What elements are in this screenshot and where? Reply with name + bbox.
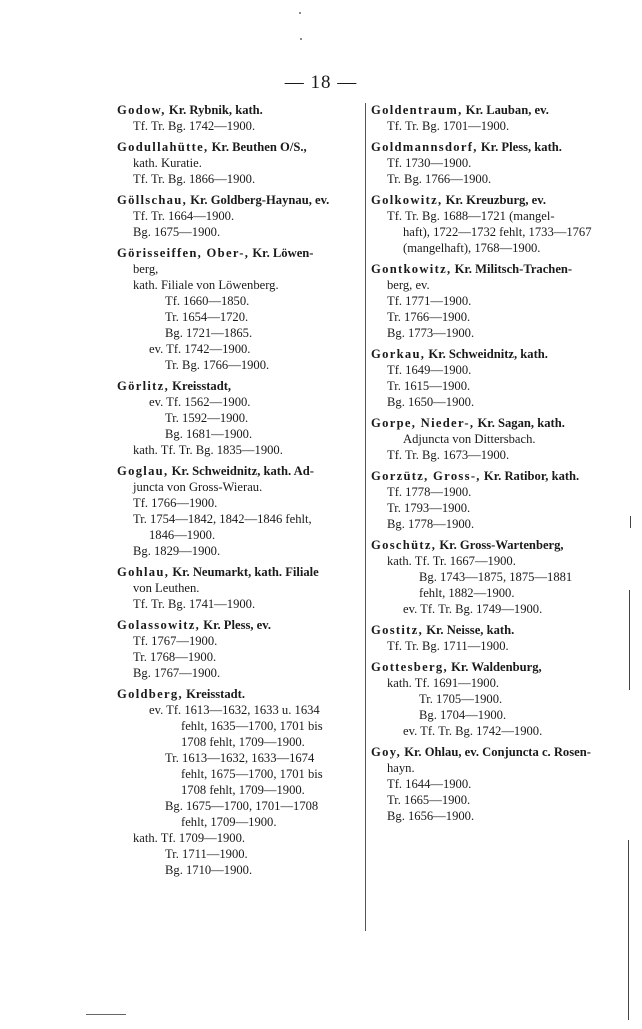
entry-record-line xyxy=(371,293,619,309)
entry-record: Bg. 1743—1875, 1875—1881 xyxy=(419,570,573,584)
entry-heading-line xyxy=(117,564,360,580)
place-name: Gorzütz, Gross-, xyxy=(371,469,481,483)
entry-record-line xyxy=(117,734,360,750)
entry-record: fehlt, 1675—1700, 1701 bis xyxy=(181,767,323,781)
entry-record: kath. Tf. Tr. Bg. 1835—1900. xyxy=(133,443,283,457)
entry-heading-line xyxy=(371,468,619,484)
left-column xyxy=(117,102,360,883)
entry-record: Adjuncta von Dittersbach. xyxy=(403,432,536,446)
entry-record-line xyxy=(371,707,619,723)
place-name: Gottesberg, xyxy=(371,660,448,674)
place-name: Goldmannsdorf, xyxy=(371,140,478,154)
index-entry xyxy=(371,622,619,654)
entry-record: Bg. 1778—1900. xyxy=(387,517,475,531)
entry-record: Tr. Bg. 1766—1900. xyxy=(165,358,270,372)
entry-record-line xyxy=(371,325,619,341)
entry-record-line xyxy=(371,569,619,585)
entry-district: Kr. Waldenburg, xyxy=(451,660,542,674)
entry-record-line xyxy=(371,447,619,463)
index-entry xyxy=(117,139,360,187)
entry-record: Bg. 1773—1900. xyxy=(387,326,475,340)
entry-record-line xyxy=(117,596,360,612)
page-number: — 18 — xyxy=(284,72,358,93)
index-entry xyxy=(371,192,619,256)
entry-record: (mangelhaft), 1768—1900. xyxy=(403,241,541,255)
entry-record-line xyxy=(371,484,619,500)
place-name: Göllschau, xyxy=(117,193,188,207)
entry-district: Kr. Kreuzburg, ev. xyxy=(445,193,546,207)
column-divider xyxy=(365,103,366,931)
entry-record-line xyxy=(117,357,360,373)
entry-record: Tf. Tr. Bg. 1701—1900. xyxy=(387,119,510,133)
entry-district: Kr. Rybnik, kath. xyxy=(168,103,263,117)
entry-record-line xyxy=(371,792,619,808)
entry-record: Tr. 1592—1900. xyxy=(165,411,249,425)
entry-heading-line xyxy=(117,102,360,118)
entry-record-line xyxy=(371,431,619,447)
entry-record: Tr. 1705—1900. xyxy=(419,692,503,706)
entry-record: juncta von Gross-Wierau. xyxy=(133,480,263,494)
entry-record: Bg. 1650—1900. xyxy=(387,395,475,409)
entry-record: ev. Tf. 1742—1900. xyxy=(149,342,251,356)
entry-record: Tr. 1766—1900. xyxy=(387,310,471,324)
entry-record-line xyxy=(117,325,360,341)
entry-record-line xyxy=(371,362,619,378)
entry-heading-line xyxy=(371,744,619,760)
entry-record: von Leuthen. xyxy=(133,581,200,595)
index-entry xyxy=(117,192,360,240)
entry-record-line xyxy=(117,814,360,830)
place-name: Goglau, xyxy=(117,464,169,478)
margin-mark xyxy=(628,840,629,1020)
entry-heading-line xyxy=(117,139,360,155)
entry-record-line xyxy=(371,553,619,569)
entry-record: Tf. Tr. Bg. 1711—1900. xyxy=(387,639,509,653)
entry-record: fehlt, 1709—1900. xyxy=(181,815,277,829)
entry-record: kath. Tf. Tr. 1667—1900. xyxy=(387,554,516,568)
entry-record-line xyxy=(117,766,360,782)
entry-record-line xyxy=(117,426,360,442)
place-name: Golkowitz, xyxy=(371,193,443,207)
entry-record: Tf. 1778—1900. xyxy=(387,485,472,499)
entry-record: Bg. 1656—1900. xyxy=(387,809,475,823)
entry-record: Tf. 1767—1900. xyxy=(133,634,218,648)
entry-record: Tr. Bg. 1766—1900. xyxy=(387,172,492,186)
entry-heading-line xyxy=(371,659,619,675)
entry-district: Kr. Sagan, kath. xyxy=(477,416,565,430)
entry-record: kath. Tf. 1691—1900. xyxy=(387,676,500,690)
entry-record-line xyxy=(117,830,360,846)
entry-record-line xyxy=(117,309,360,325)
scan-speck xyxy=(300,38,302,40)
entry-record-line xyxy=(371,601,619,617)
entry-record: Tf. Tr. Bg. 1741—1900. xyxy=(133,597,256,611)
entry-record-line xyxy=(117,543,360,559)
index-entry xyxy=(371,659,619,739)
entry-record-line xyxy=(371,171,619,187)
entry-record-line xyxy=(117,277,360,293)
entry-district: Kr. Neisse, kath. xyxy=(426,623,515,637)
entry-record-line xyxy=(117,442,360,458)
place-name: Godullahütte, xyxy=(117,140,209,154)
entry-district: Kr. Pless, ev. xyxy=(203,618,272,632)
place-name: Görlitz, xyxy=(117,379,170,393)
entry-record-line xyxy=(371,378,619,394)
entry-heading-line xyxy=(371,346,619,362)
entry-record-line xyxy=(117,261,360,277)
entry-record-line xyxy=(117,341,360,357)
entry-record: Tf. 1644—1900. xyxy=(387,777,472,791)
place-name: Gohlau, xyxy=(117,565,170,579)
entry-record-line xyxy=(117,495,360,511)
entry-record: haft), 1722—1732 fehlt, 1733—1767 xyxy=(403,225,592,239)
entry-record: Tf. 1771—1900. xyxy=(387,294,472,308)
place-name: Gostitz, xyxy=(371,623,424,637)
entry-district: Kr. Gross-Wartenberg, xyxy=(439,538,564,552)
entry-record-line xyxy=(117,527,360,543)
index-entry xyxy=(117,102,360,134)
entry-heading-line xyxy=(371,261,619,277)
entry-record: Tr. 1711—1900. xyxy=(165,847,248,861)
entry-record-line xyxy=(117,224,360,240)
place-name: Godow, xyxy=(117,103,166,117)
entry-record-line xyxy=(117,511,360,527)
index-entry xyxy=(371,102,619,134)
entry-record: Bg. 1681—1900. xyxy=(165,427,253,441)
entry-heading-line xyxy=(371,102,619,118)
place-name: Goldberg, xyxy=(117,687,183,701)
entry-record-line xyxy=(117,649,360,665)
entry-record-line xyxy=(117,171,360,187)
entry-record: Tr. 1754—1842, 1842—1846 fehlt, xyxy=(133,512,312,526)
right-column xyxy=(371,102,619,829)
entry-record-line xyxy=(371,277,619,293)
entry-record-line xyxy=(371,760,619,776)
entry-record: fehlt, 1882—1900. xyxy=(419,586,515,600)
entry-record: Bg. 1704—1900. xyxy=(419,708,507,722)
entry-record-line xyxy=(371,723,619,739)
index-entry xyxy=(371,537,619,617)
entry-heading-line xyxy=(117,192,360,208)
entry-record: 1846—1900. xyxy=(149,528,216,542)
entry-record-line xyxy=(371,394,619,410)
entry-record-line xyxy=(117,718,360,734)
entry-heading-line xyxy=(117,245,360,261)
entry-record: Tf. 1766—1900. xyxy=(133,496,218,510)
entry-record-line xyxy=(117,208,360,224)
entry-record: hayn. xyxy=(387,761,415,775)
footer-rule xyxy=(86,1014,126,1015)
entry-district: Kr. Ratibor, kath. xyxy=(483,469,580,483)
entry-record-line xyxy=(117,862,360,878)
entry-record-line xyxy=(117,580,360,596)
entry-record: 1708 fehlt, 1709—1900. xyxy=(181,735,305,749)
entry-record-line xyxy=(117,479,360,495)
entry-record-line xyxy=(117,410,360,426)
entry-record: Bg. 1675—1900. xyxy=(133,225,221,239)
entry-record: Tf. Tr. Bg. 1866—1900. xyxy=(133,172,256,186)
place-name: Görisseiffen, Ober-, xyxy=(117,246,250,260)
place-name: Gontkowitz, xyxy=(371,262,452,276)
margin-mark xyxy=(629,590,630,690)
entry-district: Kr. Ohlau, ev. Conjuncta c. Rosen- xyxy=(404,745,591,759)
index-entry xyxy=(371,346,619,410)
entry-district: Kr. Schweidnitz, kath. xyxy=(428,347,548,361)
entry-record: fehlt, 1635—1700, 1701 bis xyxy=(181,719,323,733)
entry-record-line xyxy=(371,585,619,601)
entry-record-line xyxy=(371,309,619,325)
entry-record: Bg. 1767—1900. xyxy=(133,666,221,680)
index-entry xyxy=(117,378,360,458)
entry-heading-line xyxy=(371,415,619,431)
entry-district: Kr. Beuthen O/S., xyxy=(211,140,307,154)
entry-heading-line xyxy=(117,686,360,702)
entry-record-line xyxy=(117,702,360,718)
entry-record: Tr. 1665—1900. xyxy=(387,793,471,807)
entry-record-line xyxy=(371,675,619,691)
entry-record-line xyxy=(371,208,619,224)
place-name: Golassowitz, xyxy=(117,618,201,632)
entry-record: Tr. 1615—1900. xyxy=(387,379,471,393)
entry-record-line xyxy=(371,776,619,792)
entry-district: Kreisstadt. xyxy=(186,687,245,701)
entry-heading-line xyxy=(117,463,360,479)
entry-district: Kreisstadt, xyxy=(172,379,232,393)
entry-record-line xyxy=(117,155,360,171)
entry-record: Bg. 1829—1900. xyxy=(133,544,221,558)
entry-record: kath. Filiale von Löwenberg. xyxy=(133,278,279,292)
entry-record: ev. Tf. Tr. Bg. 1742—1900. xyxy=(403,724,543,738)
entry-district: Kr. Goldberg-Haynau, ev. xyxy=(190,193,330,207)
entry-record: Bg. 1710—1900. xyxy=(165,863,253,877)
entry-record-line xyxy=(371,516,619,532)
margin-mark xyxy=(630,516,631,528)
entry-record: ev. Tf. 1562—1900. xyxy=(149,395,251,409)
entry-record-line xyxy=(117,782,360,798)
index-entry xyxy=(371,415,619,463)
entry-record: Bg. 1675—1700, 1701—1708 xyxy=(165,799,319,813)
entry-record: Tr. 1654—1720. xyxy=(165,310,249,324)
entry-district: Kr. Löwen- xyxy=(252,246,314,260)
entry-record-line xyxy=(117,293,360,309)
entry-record: Tr. 1793—1900. xyxy=(387,501,471,515)
entry-record-line xyxy=(371,500,619,516)
entry-heading-line xyxy=(117,378,360,394)
entry-record: Tf. Tr. 1664—1900. xyxy=(133,209,235,223)
entry-district: Kr. Schweidnitz, kath. Ad- xyxy=(171,464,314,478)
entry-record: ev. Tf. Tr. Bg. 1749—1900. xyxy=(403,602,543,616)
entry-record-line xyxy=(117,798,360,814)
entry-district: Kr. Lauban, ev. xyxy=(465,103,549,117)
entry-record-line xyxy=(117,665,360,681)
entry-record: Tf. Tr. Bg. 1673—1900. xyxy=(387,448,510,462)
entry-record: berg, xyxy=(133,262,159,276)
entry-record: kath. Tf. 1709—1900. xyxy=(133,831,246,845)
entry-record: Tr. 1768—1900. xyxy=(133,650,217,664)
place-name: Goy, xyxy=(371,745,402,759)
entry-record-line xyxy=(371,155,619,171)
index-entry xyxy=(371,139,619,187)
entry-record-line xyxy=(117,633,360,649)
entry-record-line xyxy=(117,394,360,410)
entry-record: Tf. Tr. Bg. 1742—1900. xyxy=(133,119,256,133)
index-entry xyxy=(117,564,360,612)
entry-record-line xyxy=(371,118,619,134)
entry-record-line xyxy=(371,240,619,256)
entry-record: berg, ev. xyxy=(387,278,430,292)
entry-heading-line xyxy=(117,617,360,633)
entry-record-line xyxy=(371,691,619,707)
index-entry xyxy=(371,468,619,532)
index-entry xyxy=(117,463,360,559)
entry-record-line xyxy=(117,118,360,134)
entry-heading-line xyxy=(371,192,619,208)
entry-record: Tf. 1649—1900. xyxy=(387,363,472,377)
place-name: Goschütz, xyxy=(371,538,437,552)
entry-record: Tf. 1730—1900. xyxy=(387,156,472,170)
entry-heading-line xyxy=(371,139,619,155)
entry-district: Kr. Militsch-Trachen- xyxy=(454,262,573,276)
entry-record: Bg. 1721—1865. xyxy=(165,326,253,340)
entry-record-line xyxy=(117,846,360,862)
entry-record: kath. Kuratie. xyxy=(133,156,202,170)
index-entry xyxy=(117,617,360,681)
index-entry xyxy=(117,686,360,878)
index-entry xyxy=(117,245,360,373)
scan-speck xyxy=(299,12,301,14)
index-entry xyxy=(371,744,619,824)
place-name: Gorkau, xyxy=(371,347,426,361)
index-entry xyxy=(371,261,619,341)
entry-heading-line xyxy=(371,622,619,638)
entry-record: 1708 fehlt, 1709—1900. xyxy=(181,783,305,797)
entry-record: Tf. 1660—1850. xyxy=(165,294,250,308)
entry-district: Kr. Neumarkt, kath. Filiale xyxy=(172,565,319,579)
entry-record-line xyxy=(117,750,360,766)
entry-record-line xyxy=(371,224,619,240)
entry-record: Tf. Tr. Bg. 1688—1721 (mangel- xyxy=(387,209,555,223)
entry-heading-line xyxy=(371,537,619,553)
entry-record: Tr. 1613—1632, 1633—1674 xyxy=(165,751,315,765)
place-name: Goldentraum, xyxy=(371,103,463,117)
entry-record-line xyxy=(371,808,619,824)
place-name: Gorpe, Nieder-, xyxy=(371,416,475,430)
entry-record-line xyxy=(371,638,619,654)
entry-district: Kr. Pless, kath. xyxy=(480,140,562,154)
entry-record: ev. Tf. 1613—1632, 1633 u. 1634 xyxy=(149,703,320,717)
